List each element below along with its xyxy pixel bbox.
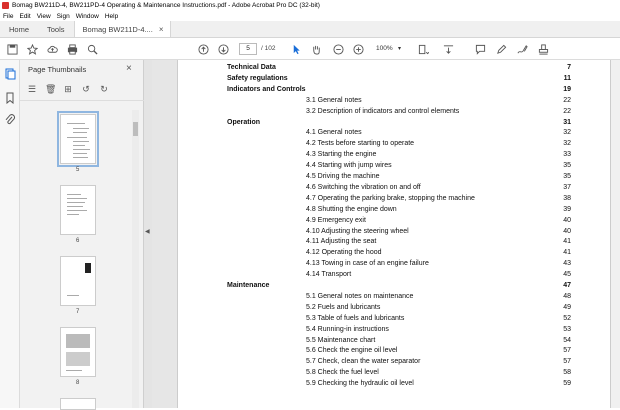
upload-cloud-icon[interactable] [45, 42, 59, 56]
select-cursor-icon[interactable] [289, 42, 303, 56]
toc-entry[interactable] [227, 335, 571, 346]
thumbnail-page-label: 7 [76, 309, 80, 315]
toc-entry[interactable] [227, 345, 571, 356]
toc-entry-page: 48 [563, 292, 571, 300]
toc-entry[interactable] [227, 280, 571, 291]
thumbnail-scrollbar[interactable] [132, 110, 139, 408]
toc-entry-title: 4.11 Adjusting the seat [306, 238, 377, 246]
toc-entry-title: 4.7 Operating the parking brake, stopping the machine [306, 194, 475, 202]
toc-entry[interactable] [227, 149, 571, 160]
collapse-panel-handle[interactable] [144, 60, 152, 408]
toc-entry[interactable] [227, 367, 571, 378]
stamp-icon[interactable] [536, 42, 550, 56]
toc-entry-title: 5.5 Maintenance chart [306, 336, 376, 344]
panel-title: Page Thumbnails [28, 65, 87, 74]
toc-entry[interactable] [227, 356, 571, 367]
delete-page-icon[interactable]: 🗑 [45, 84, 57, 94]
window-title: Bomag BW211D-4, BW211PD-4 Operating & Maintenance Instructions.pdf - Adobe Acrobat Pro DC (32-bit) [12, 2, 320, 9]
toc-entry[interactable] [227, 84, 571, 95]
toc-entry-title: 5.9 Checking the hydraulic oil level [306, 380, 414, 388]
toc-entry-page: 57 [563, 347, 571, 355]
toc-entry-page: 53 [563, 325, 571, 333]
toc-entry-page: 39 [563, 205, 571, 213]
toc-entry-title: 5.8 Check the fuel level [306, 369, 379, 377]
draw-icon[interactable] [515, 42, 529, 56]
tab-tools[interactable]: Tools [47, 24, 65, 34]
page-display-icon[interactable] [416, 42, 430, 56]
next-page-icon[interactable] [216, 42, 230, 56]
toc-entry-page: 37 [563, 183, 571, 191]
tab-home[interactable]: Home [9, 24, 30, 34]
toc-entry-page: 33 [563, 151, 571, 159]
toc-entry[interactable] [227, 313, 571, 324]
menu-bar [0, 11, 620, 21]
toc-entry-title: Safety regulations [227, 74, 288, 82]
toc-entry[interactable] [227, 324, 571, 335]
toc-entry[interactable] [227, 247, 571, 258]
toc-entry[interactable] [227, 226, 571, 237]
tab-bar [0, 21, 620, 38]
toc-entry-title: Maintenance [227, 282, 270, 289]
toc-entry-page: 22 [563, 107, 571, 115]
rotate-right-icon[interactable]: ↻ [100, 84, 108, 94]
toc-entry-title: 5.4 Running-in instructions [306, 325, 389, 333]
toc-entry[interactable] [227, 117, 571, 128]
menu-sign[interactable]: Sign [56, 12, 70, 20]
toc-entry-page: 41 [563, 249, 571, 257]
toc-entry-page: 49 [563, 303, 571, 311]
toc-entry[interactable] [227, 215, 571, 226]
thumbnail-page-label: 6 [76, 238, 80, 244]
menu-help[interactable]: Help [104, 12, 119, 20]
toc-entry-page: 38 [563, 194, 571, 202]
highlight-pen-icon[interactable] [494, 42, 508, 56]
title-bar [0, 0, 620, 11]
toc-entry-page: 47 [563, 282, 571, 289]
rotate-left-icon[interactable]: ↺ [82, 84, 90, 94]
toc-entry-page: 32 [563, 129, 571, 137]
toc-entry-title: 3.1 General notes [306, 96, 362, 104]
toc-entry[interactable] [227, 258, 571, 269]
comment-icon[interactable] [473, 42, 487, 56]
toc-entry[interactable] [227, 138, 571, 149]
toc-entry-title: 4.3 Starting the engine [306, 151, 377, 159]
toc-entry-title: 5.1 General notes on maintenance [306, 292, 414, 300]
main-toolbar [0, 38, 620, 60]
toc-entry[interactable] [227, 302, 571, 313]
toc-entry-title: Indicators and Controls [227, 85, 306, 93]
toc-entry-title: 4.9 Emergency exit [306, 216, 366, 224]
toc-entry-page: 19 [563, 85, 571, 93]
toc-entry-page: 22 [563, 96, 571, 104]
toc-entry[interactable] [227, 378, 571, 389]
toc-entry-title: 4.10 Adjusting the steering wheel [306, 227, 409, 235]
page-number-input[interactable]: 5 [239, 43, 257, 55]
zoom-select[interactable]: 100% ▾ [373, 43, 403, 55]
toc-entry-page: 31 [563, 118, 571, 126]
toc-entry-title: 4.5 Driving the machine [306, 173, 380, 180]
bookmarks-icon[interactable] [4, 92, 16, 104]
toc-entry-title: 4.4 Starting with jump wires [306, 162, 392, 170]
toc-entry-page: 45 [563, 271, 571, 279]
toc-entry[interactable] [227, 62, 571, 73]
collapse-arrow-icon: ◀ [145, 229, 150, 235]
toc-entry[interactable] [227, 171, 571, 182]
toc-entry-title: 4.12 Operating the hood [306, 249, 382, 257]
zoom-in-icon[interactable] [351, 42, 365, 56]
scroll-mode-icon[interactable] [441, 42, 455, 56]
toc-entry[interactable] [227, 291, 571, 302]
toc-entry[interactable] [227, 269, 571, 280]
toc-entry-title: 4.8 Shutting the engine down [306, 205, 397, 213]
attachments-icon[interactable] [4, 114, 16, 126]
toc-entry-title: 3.2 Description of indicators and control elements [306, 107, 460, 115]
toc-entry-title: Technical Data [227, 64, 276, 71]
thumbnail-page-label: 8 [76, 380, 80, 386]
left-navigation-rail [0, 60, 20, 408]
toc-entry-page: 35 [563, 162, 571, 170]
print-icon[interactable] [65, 42, 79, 56]
right-scrollbar[interactable] [611, 60, 620, 408]
toc-entry-title: 5.3 Table of fuels and lubricants [306, 314, 405, 322]
toc-entry-page: 58 [563, 369, 571, 377]
tab-document[interactable] [74, 21, 171, 37]
toc-entry[interactable] [227, 106, 571, 117]
toc-entry-page: 59 [563, 380, 571, 388]
toc-entry[interactable] [227, 127, 571, 138]
toc-entry-title: 4.14 Transport [306, 271, 352, 279]
toc-entry-page: 40 [563, 216, 571, 224]
toc-entry-title: 4.13 Towing in case of an engine failure [306, 260, 429, 268]
menu-edit[interactable]: Edit [19, 12, 31, 20]
toc-entry-page: 54 [563, 336, 571, 344]
page-thumbnail[interactable] [60, 256, 96, 306]
toc-entry[interactable] [227, 182, 571, 193]
save-icon[interactable] [5, 42, 19, 56]
page-thumbnail[interactable] [60, 185, 96, 235]
insert-page-icon[interactable]: ⊞ [64, 84, 72, 94]
hand-tool-icon[interactable] [309, 42, 323, 56]
page-thumbnails-icon[interactable] [4, 68, 16, 80]
toc-entry-title: Operation [227, 118, 261, 126]
thumbnail-tools [27, 82, 109, 96]
toc-entry-page: 35 [563, 173, 571, 180]
toc-entry[interactable] [227, 204, 571, 215]
toc-entry-page: 7 [567, 64, 571, 71]
toc-entry[interactable] [227, 73, 571, 84]
toc-entry[interactable] [227, 95, 571, 106]
toc-entry[interactable] [227, 193, 571, 204]
divider [20, 100, 144, 101]
page-thumbnail[interactable] [60, 114, 96, 164]
previous-page-icon[interactable] [196, 42, 210, 56]
zoom-out-icon[interactable] [331, 42, 345, 56]
toc-entry-title: 4.6 Switching the vibration on and off [306, 183, 421, 191]
toc-entry-page: 52 [563, 314, 571, 322]
toc-entry-page: 57 [563, 358, 571, 366]
page-thumbnail[interactable] [60, 398, 96, 410]
page-thumbnail[interactable] [60, 327, 96, 377]
toc-entry-title: 5.2 Fuels and lubricants [306, 303, 381, 311]
menu-file[interactable]: File [3, 12, 14, 20]
page-thumbnails-panel [20, 60, 144, 408]
toc-entry-page: 41 [563, 238, 571, 246]
close-panel-icon[interactable]: × [126, 63, 132, 74]
toc-entry-title: 4.1 General notes [306, 129, 362, 137]
thumbnail-page-label: 5 [76, 167, 80, 173]
bookmark-star-icon[interactable] [25, 42, 39, 56]
acrobat-icon [2, 2, 9, 9]
toc-entry-title: 5.6 Check the engine oil level [306, 347, 398, 355]
options-menu-icon[interactable]: ☰ [27, 84, 37, 94]
close-tab-icon[interactable]: × [158, 24, 164, 34]
tab-document-label: Bomag BW211D-4.... [82, 24, 153, 34]
find-icon[interactable] [85, 42, 99, 56]
menu-view[interactable]: View [36, 12, 51, 20]
toc-entry[interactable] [227, 160, 571, 171]
toc-entry-title: 4.2 Tests before starting to operate [306, 140, 415, 148]
toc-entry-title: 5.7 Check, clean the water separator [306, 358, 421, 366]
toc-entry-page: 43 [563, 260, 571, 268]
toc-entry-page: 40 [563, 227, 571, 235]
toc-entry-page: 11 [563, 74, 571, 82]
toc-entry[interactable] [227, 236, 571, 247]
menu-window[interactable]: Window [75, 12, 99, 20]
scrollbar-thumb[interactable] [133, 122, 138, 136]
page-total: / 102 [261, 45, 276, 52]
toc-entry-page: 32 [563, 140, 571, 148]
